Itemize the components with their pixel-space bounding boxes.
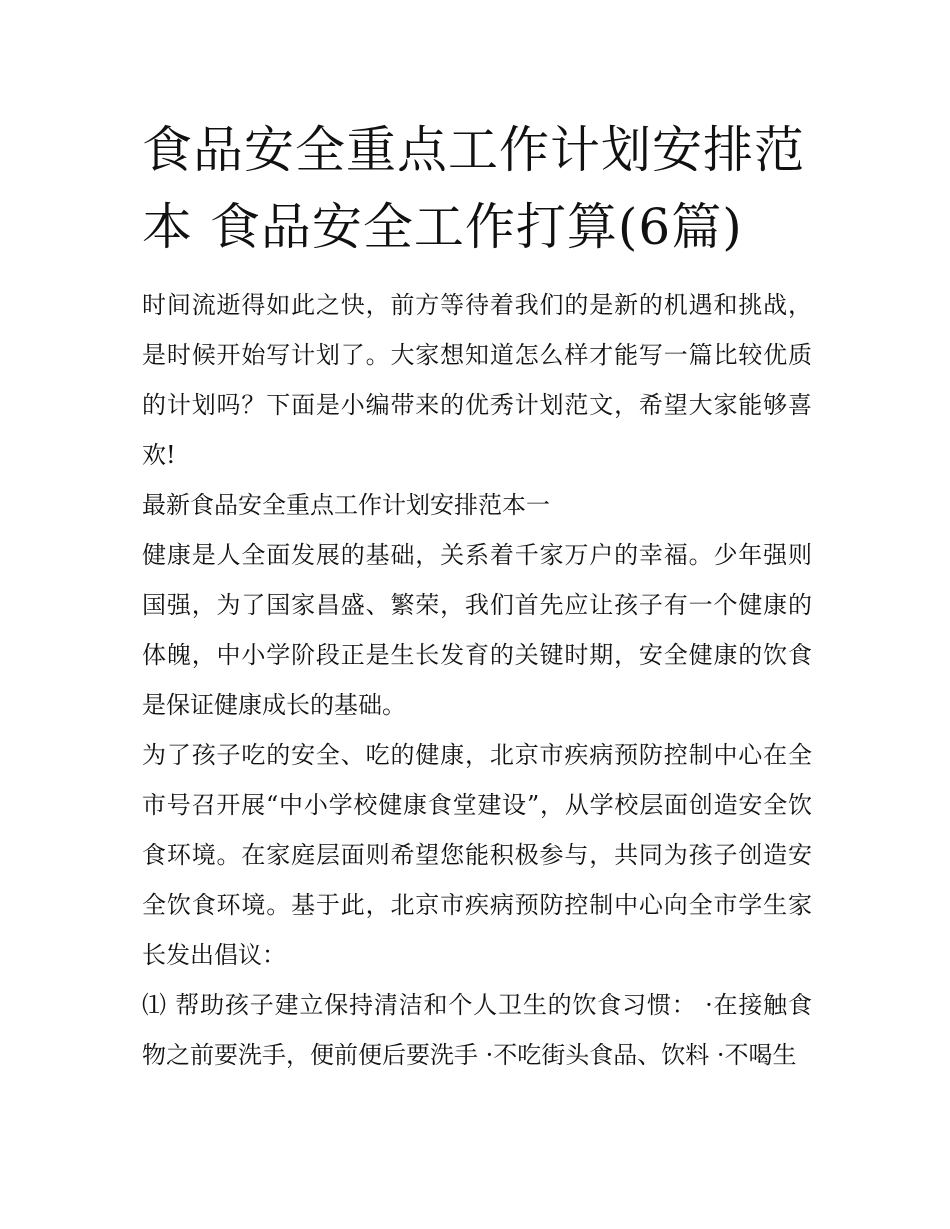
body-paragraph-health: 健康是人全面发展的基础，关系着千家万户的幸福。少年强则国强，为了国家昌盛、繁荣，我们首先应让孩子有一个健康的体魄，中小学阶段正是生长发育的关键时期，安全健康的饮食是保证健康成长的基础。 [142, 541, 812, 719]
section-heading: 最新食品安全重点工作计划安排范本一 [142, 491, 550, 519]
body-paragraph-initiative: 为了孩子吃的安全、吃的健康，北京市疾病预防控制中心在全市号召开展“中小学校健康食堂建设”，从学校层面创造安全饮食环境。在家庭层面则希望您能积极参与，共同为孩子创造安全饮食环境。基于此，北京市疾病预防控制中心向全市学生家长发出倡议： [142, 741, 812, 969]
document-page [142, 112, 812, 1080]
document-title: 食品安全重点工作计划安排范本 食品安全工作打算(6篇) [142, 121, 805, 256]
intro-paragraph: 时间流逝得如此之快，前方等待着我们的是新的机遇和挑战，是时候开始写计划了。大家想知道怎么样才能写一篇比较优质的计划吗？下面是小编带来的优秀计划范文，希望大家能够喜欢! [142, 291, 812, 469]
list-item-1: ⑴ 帮助孩子建立保持清洁和个人卫生的饮食习惯： ·在接触食物之前要洗手，便前便后要洗手 ·不吃街头食品、饮料 ·不喝生 [142, 991, 812, 1069]
